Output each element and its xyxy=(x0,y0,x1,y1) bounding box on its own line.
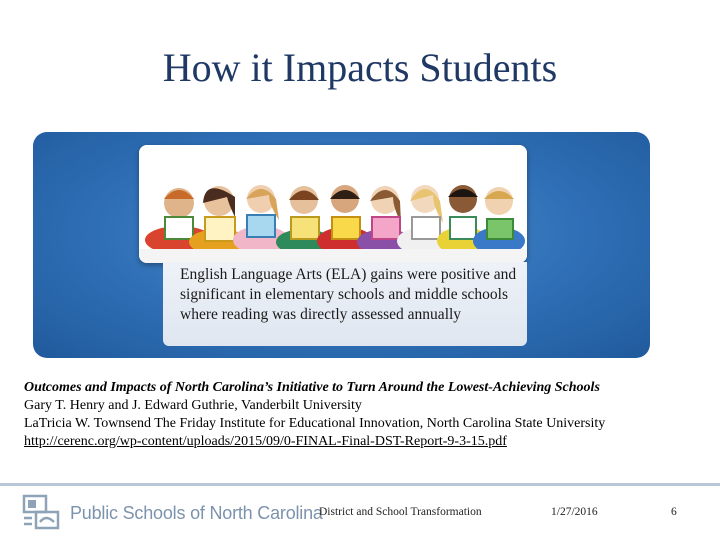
summary-card xyxy=(163,262,527,346)
page-number: 6 xyxy=(671,506,677,518)
reference-authors-2: LaTricia W. Townsend The Friday Institute for Educational Innovation, North Carolina State University xyxy=(24,416,606,431)
reference-link[interactable]: http://cerenc.org/wp-content/uploads/2015/09/0-FINAL-Final-DST-Report-9-3-15.pdf xyxy=(24,434,507,449)
dpi-logo xyxy=(22,492,323,534)
summary-text: English Language Arts (ELA) gains were positive and significant in elementary schools and middle schools where reading was directly assessed annually xyxy=(180,266,517,323)
logo-text: Public Schools of North Carolina xyxy=(70,502,323,523)
reference-authors: Gary T. Henry and J. Edward Guthrie, Vanderbilt University xyxy=(24,398,362,413)
footer-divider xyxy=(0,483,720,486)
children-reading-image xyxy=(139,145,527,263)
footer-center-text: District and School Transformation xyxy=(319,506,482,518)
footer-date: 1/27/2016 xyxy=(551,506,598,518)
slide-title: How it Impacts Students xyxy=(162,45,558,90)
dpi-logo-icon xyxy=(22,492,62,534)
reference-title: Outcomes and Impacts of North Carolina’s Initiative to Turn Around the Lowest-Achieving Schools xyxy=(24,380,600,395)
references xyxy=(24,379,714,451)
